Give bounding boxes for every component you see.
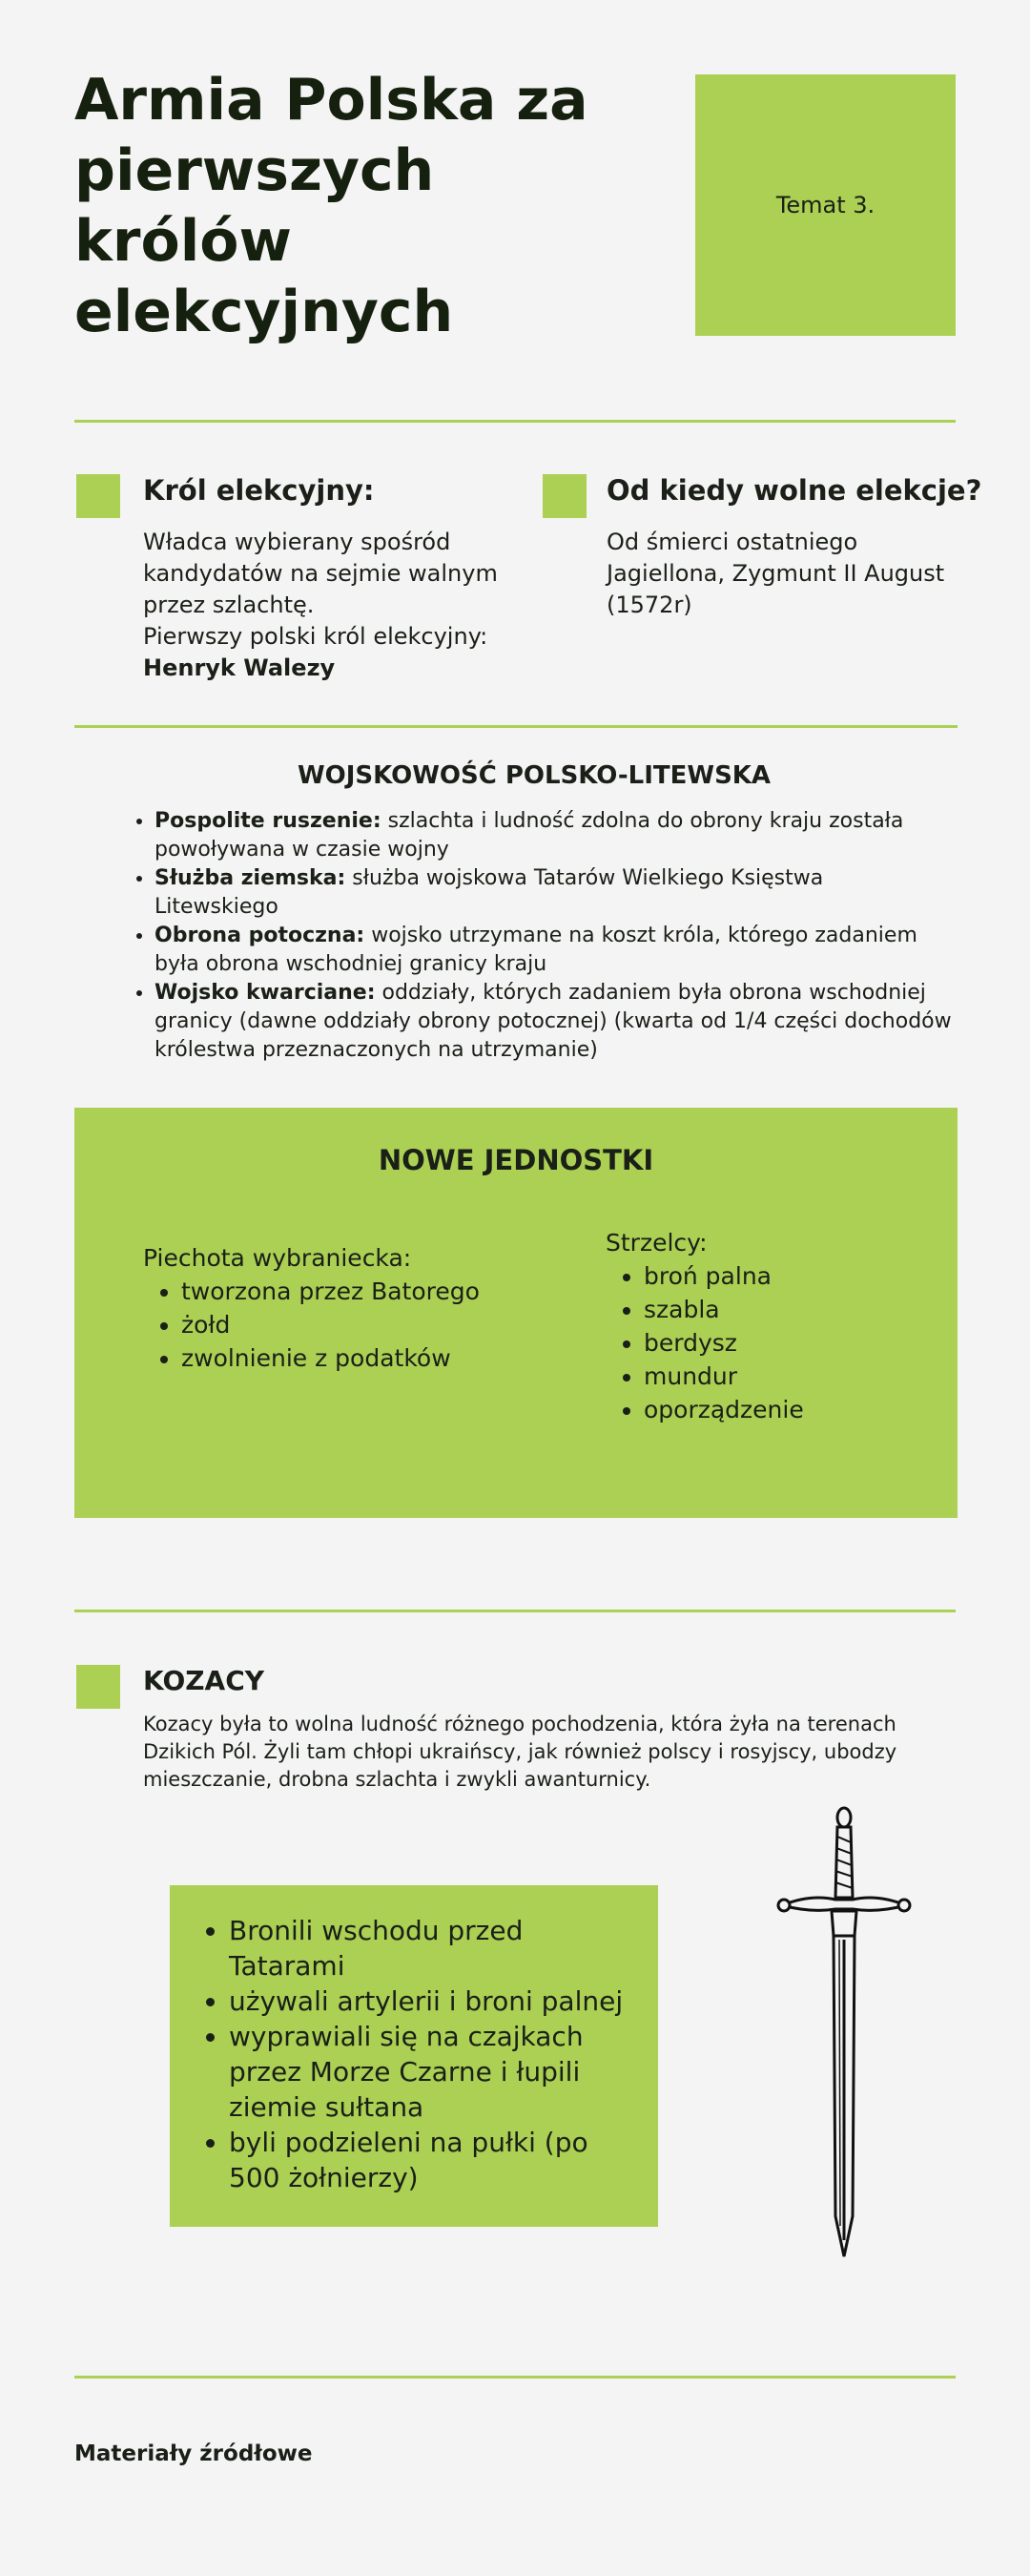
elekcje-heading: Od kiedy wolne elekcje? (607, 474, 982, 507)
kozacy-list (191, 1913, 639, 2195)
bullet-square (76, 1665, 120, 1709)
piechota-label: Piechota wybraniecka: (143, 1244, 412, 1272)
divider (74, 420, 956, 423)
divider (74, 1610, 956, 1612)
list-item: • Pospolite ruszenie: szlachta i ludność zdolna do obrony kraju została powoływana w czasie wojny (154, 807, 952, 864)
list-item: • zwolnienie z podatków (181, 1341, 525, 1375)
krol-heading: Król elekcyjny: (143, 474, 375, 507)
bullet-square (543, 474, 587, 518)
list-item: • żołd (181, 1308, 525, 1341)
kozacy-text: Kozacy była to wolna ludność różnego pochodzenia, która żyła na terenach Dzikich Pól. Żyli tam chłopi ukraińscy, jak również polscy i rosyjscy, ubodzy mieszczanie, drobna szlachta i zwykli awanturnicy. (143, 1713, 897, 1791)
krol-definition: Władca wybierany spośród kandydatów na sejmie walnym przez szlachtę. (143, 529, 498, 618)
list-item: • Bronili wschodu przed Tatarami (229, 1913, 639, 1984)
topic-box (695, 74, 956, 336)
krol-text-block (143, 527, 525, 684)
sources-heading: Materiały źródłowe (74, 2441, 313, 2466)
list-item: • używali artylerii i broni palnej (229, 1984, 639, 2019)
list-item: • Wojsko kwarciane: oddziały, których zadaniem była obrona wschodniej granicy (dawne oddziały obrony potocznej) (kwarta od 1/4 części dochodów królestwa przeznaczonych na utrzymanie) (154, 979, 952, 1065)
strzelcy-block (606, 1226, 920, 1426)
wojskowosc-title: WOJSKOWOŚĆ POLSKO-LITEWSKA (297, 761, 772, 790)
strzelcy-list (606, 1259, 920, 1426)
divider (74, 2376, 956, 2379)
list-item: • Służba ziemska: służba wojskowa Tatarów Wielkiego Księstwa Litewskiego (154, 864, 952, 922)
list-item: • broń palna (644, 1259, 920, 1293)
list-item: • szabla (644, 1293, 920, 1326)
list-item: • tworzona przez Batorego (181, 1275, 525, 1308)
elekcje-text-block (607, 527, 969, 621)
bullet-square (76, 474, 120, 518)
piechota-list (143, 1275, 525, 1375)
kozacy-heading: KOZACY (143, 1665, 265, 1696)
list-item: • mundur (644, 1360, 920, 1393)
nowe-title: NOWE JEDNOSTKI (378, 1144, 654, 1176)
list-item: • berdysz (644, 1326, 920, 1360)
list-item: • wyprawiali się na czajkach przez Morze Czarne i łupili ziemie sułtana (229, 2019, 639, 2125)
topic-label: Temat 3. (775, 192, 876, 218)
list-item: • oporządzenie (644, 1393, 920, 1426)
page-title: Armia Polska za pierwszych królów elekcyjnych (74, 67, 588, 345)
list-item: • Obrona potoczna: wojsko utrzymane na koszt króla, którego zadaniem była obrona wschodniej granicy kraju (154, 922, 952, 979)
strzelcy-label: Strzelcy: (606, 1229, 708, 1257)
list-item: • byli podzieleni na pułki (po 500 żołnierzy) (229, 2125, 639, 2195)
nowe-jednostki-panel (74, 1108, 958, 1518)
krol-first-name: Henryk Walezy (143, 654, 336, 681)
piechota-block (143, 1241, 525, 1375)
divider (74, 725, 958, 728)
sword-icon (772, 1806, 916, 2264)
wojskowosc-list (74, 807, 952, 1065)
elekcje-text: Od śmierci ostatniego Jagiellona, Zygmunt II August (1572r) (607, 529, 945, 618)
kozacy-panel (170, 1885, 658, 2227)
krol-first-label: Pierwszy polski król elekcyjny: (143, 623, 488, 650)
